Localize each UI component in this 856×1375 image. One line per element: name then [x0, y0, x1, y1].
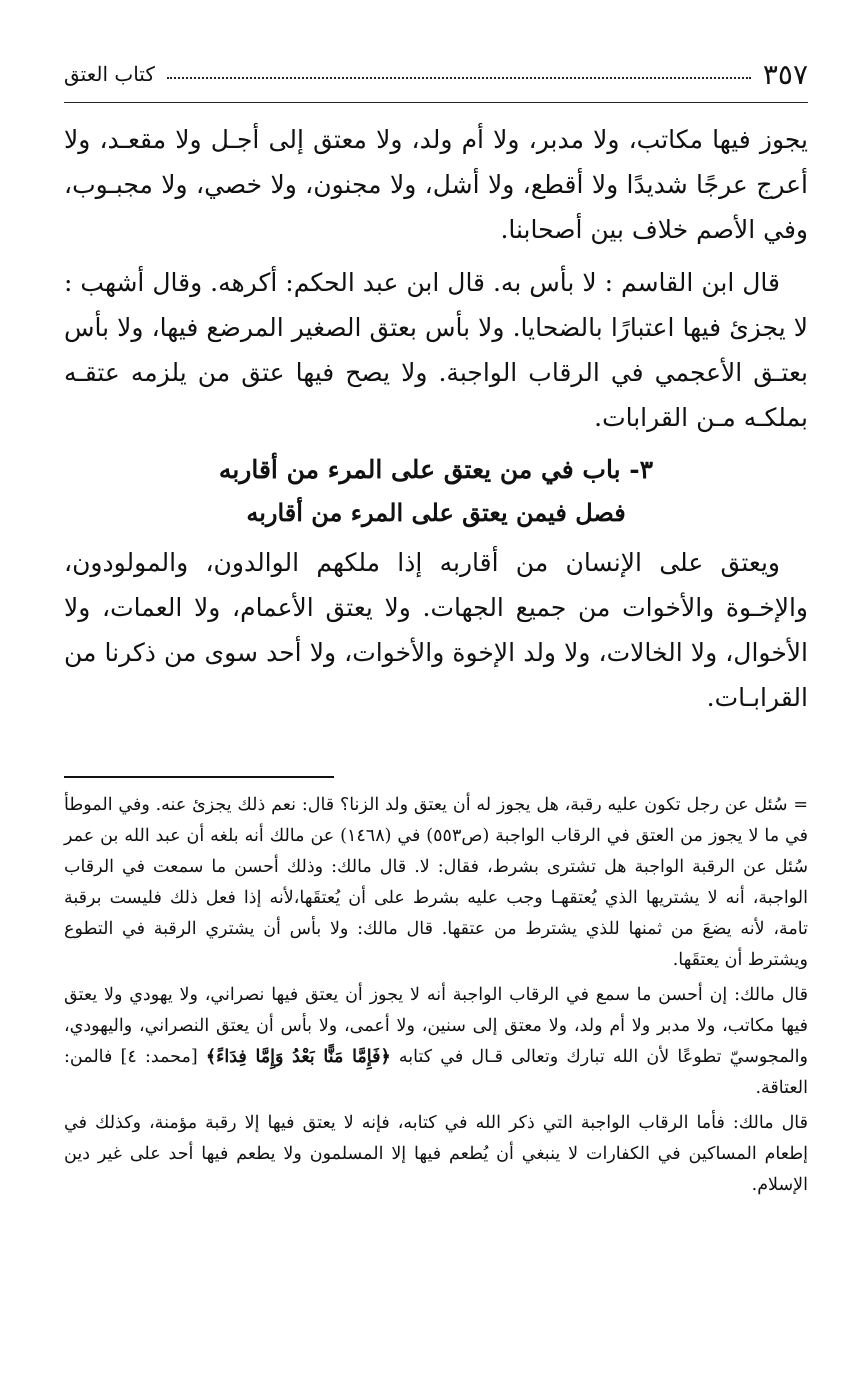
footnote-paragraph-3: قال مالك: فأما الرقاب الواجبة التي ذكر الله في كتابه، فإنه لا يعتق فيها إلا رقبة مؤمنة، وكذلك في إطعام المساكين في الكفارات لا ينبغي أن يُطعم فيها إلا المسلمون ولا يطعم فيها أحد على غير دين الإسلام.: [64, 1113, 808, 1195]
footnote-paragraph-2: [64, 980, 808, 1104]
footnote-separator: [64, 776, 334, 778]
body-paragraph-3: ويعتق على الإنسان من أقاربه إذا ملكهم الوالدون، والمولودون، والإخـوة والأخوات من جميع الجهات. ولا يعتق الأعمام، ولا العمات، ولا الأخوال، ولا الخالات، ولا ولد الإخوة والأخوات، ولا أحد سوى من ذكرنا من القرابـات.: [64, 548, 808, 712]
book-title: كتاب العتق: [64, 62, 155, 86]
section-subheading: فصل فيمن يعتق على المرء من أقاربه: [246, 498, 626, 527]
body-paragraph-2: قال ابن القاسم : لا بأس به. قال ابن عبد الحكم: أكرهه. وقال أشهب : لا يجزئ فيها اعتبارًا بالضحايا. ولا بأس بعتق الصغير المرضع فيها، ولا بأس بعتـق الأعجمي في الرقاب الواجبة. ولا يصح فيها عتق من يلزمه عتقـه بملكـه مـن القرابات.: [64, 268, 808, 432]
header-divider: [64, 102, 808, 103]
footnote-paragraph-1: = سُئل عن رجل تكون عليه رقبة، هل يجوز له أن يعتق ولد الزنا؟ قال: نعم ذلك يجزئ عنه. وفي الموطأ في ما لا يجوز من العتق في الرقاب الواجبة (ص٥٥٣) في (١٤٦٨) عن مالك أنه بلغه أن عبد الله بن عمر سُئل عن الرقبة الواجبة هل تشترى بشرط، فقال: لا. قال مالك: وذلك أحسن ما سمعت في الرقاب الواجبة، أنه لا يشتريها الذي يُعتقهـا وجب عليه بشرط على أن يُعتقَها،لأنه إذا فعل ذلك فليست برقبة تامة، لأنه يضعَ من ثمنها للذي يشترط من عتقها. قال مالك: ولا بأس أن يشتري الرقبة في التطوع ويشترط أن يعتقَها.: [64, 795, 808, 970]
book-page: [64, 52, 808, 1355]
body-paragraph-1: يجوز فيها مكاتب، ولا مدبر، ولا أم ولد، ولا معتق إلى أجـل ولا مقعـد، ولا أعرج عرجًا شديدًا ولا أقطع، ولا أشل، ولا مجنون، ولا خصي، ولا مجبـوب، وفي الأصم خلاف بين أصحابنا.: [64, 125, 808, 244]
verse-reference: [محمد: ٤] فالمن: العتاقة.: [64, 1047, 808, 1098]
page-number: ٣٥٧: [762, 57, 808, 91]
running-header: [64, 52, 808, 96]
footnote-text: قال مالك: إن أحسن ما سمع في الرقاب الواجبة أنه لا يجوز أن يعتق فيها نصراني، ولا يهودي ولا يعتق فيها مكاتب، ولا مدبر ولا أم ولد، ولا معتق إلى سنين، ولا أعمى، ولا بأس أن يعتق النصراني، واليهودي، والمجوسيّ تطوعًا لأن الله تبارك وتعالى قـال في كتابه: [64, 985, 808, 1067]
header-dotted-leader: [167, 77, 751, 79]
chapter-heading: ٣- باب في من يعتق على المرء من أقاربه: [218, 455, 654, 484]
quran-verse: ﴿فَإِمَّا مَنًّا بَعْدُ وَإِمَّا فِدَاءً﴾: [205, 1047, 391, 1067]
